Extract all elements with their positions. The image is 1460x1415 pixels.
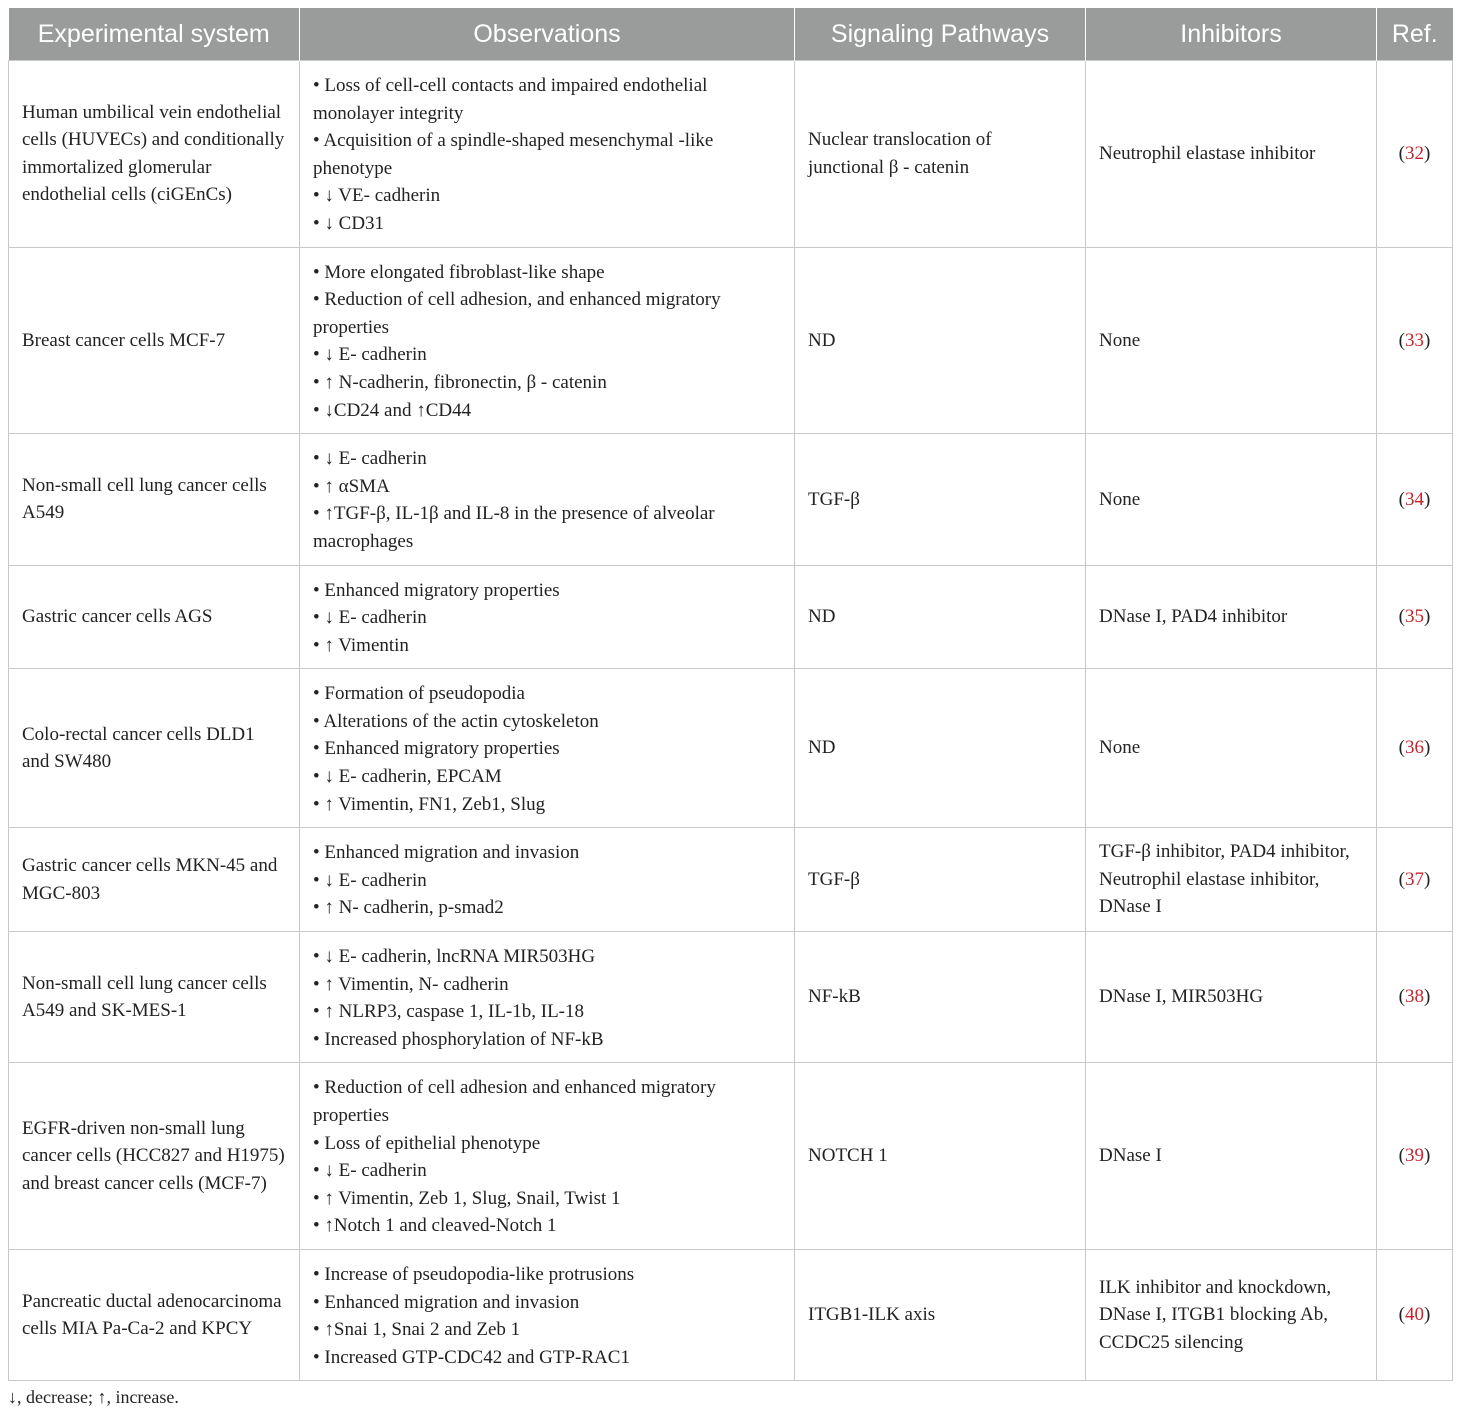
table-row bbox=[9, 247, 1453, 434]
cell-observations bbox=[300, 932, 795, 1063]
cell-ref bbox=[1377, 61, 1453, 248]
cell-experimental-system: Gastric cancer cells MKN-45 and MGC-803 bbox=[9, 828, 300, 932]
ref-close-paren: ) bbox=[1424, 1145, 1431, 1167]
observation-item: • ↑ αSMA bbox=[313, 475, 390, 497]
cell-signaling-pathways: NF-kB bbox=[795, 932, 1086, 1063]
cell-observations bbox=[300, 565, 795, 669]
cell-signaling-pathways: Nuclear translocation of junctional β - catenin bbox=[795, 61, 1086, 248]
cell-experimental-system: Human umbilical vein endothelial cells (HUVECs) and conditionally immortalized glomerular endothelial cells (ciGEnCs) bbox=[9, 61, 300, 248]
table-row bbox=[9, 565, 1453, 669]
observation-item: • Enhanced migratory properties bbox=[313, 579, 560, 601]
observation-item: • ↑ N-cadherin, fibronectin, β - catenin bbox=[313, 371, 607, 393]
cell-inhibitors: Neutrophil elastase inhibitor bbox=[1086, 61, 1377, 248]
cell-inhibitors: DNase I, PAD4 inhibitor bbox=[1086, 565, 1377, 669]
observation-item: • Enhanced migratory properties bbox=[313, 738, 560, 760]
cell-ref bbox=[1377, 932, 1453, 1063]
ref-close-paren: ) bbox=[1424, 606, 1431, 628]
observation-item: • ↑TGF-β, IL-1β and IL-8 in the presence of alveolar macrophages bbox=[313, 503, 715, 552]
cell-experimental-system: Non-small cell lung cancer cells A549 bbox=[9, 434, 300, 565]
cell-ref bbox=[1377, 828, 1453, 932]
cell-observations bbox=[300, 247, 795, 434]
cell-ref bbox=[1377, 247, 1453, 434]
cell-signaling-pathways: ITGB1-ILK axis bbox=[795, 1249, 1086, 1380]
cell-observations bbox=[300, 61, 795, 248]
observation-item: • ↑Notch 1 and cleaved-Notch 1 bbox=[313, 1215, 557, 1237]
ref-close-paren: ) bbox=[1424, 868, 1431, 890]
cell-inhibitors: DNase I bbox=[1086, 1063, 1377, 1250]
data-table bbox=[8, 8, 1453, 1381]
observation-item: • More elongated fibroblast-like shape bbox=[313, 261, 605, 283]
observation-item: • Reduction of cell adhesion and enhanced migratory properties bbox=[313, 1077, 716, 1126]
header-row bbox=[9, 8, 1453, 61]
cell-signaling-pathways: ND bbox=[795, 669, 1086, 828]
ref-close-paren: ) bbox=[1424, 488, 1431, 510]
ref-open-paren: ( bbox=[1398, 737, 1405, 759]
table-row bbox=[9, 1249, 1453, 1380]
observation-item: • Loss of epithelial phenotype bbox=[313, 1132, 541, 1154]
cell-experimental-system: EGFR-driven non-small lung cancer cells (HCC827 and H1975) and breast cancer cells (MCF-7) bbox=[9, 1063, 300, 1250]
ref-link[interactable]: 37 bbox=[1405, 868, 1424, 890]
cell-inhibitors: ILK inhibitor and knockdown, DNase I, ITGB1 blocking Ab, CCDC25 silencing bbox=[1086, 1249, 1377, 1380]
cell-signaling-pathways: TGF-β bbox=[795, 434, 1086, 565]
header-inhibitors: Inhibitors bbox=[1086, 8, 1377, 61]
ref-link[interactable]: 40 bbox=[1405, 1304, 1424, 1326]
cell-observations bbox=[300, 669, 795, 828]
cell-experimental-system: Colo-rectal cancer cells DLD1 and SW480 bbox=[9, 669, 300, 828]
cell-observations bbox=[300, 1249, 795, 1380]
cell-ref bbox=[1377, 565, 1453, 669]
cell-experimental-system: Non-small cell lung cancer cells A549 and SK-MES-1 bbox=[9, 932, 300, 1063]
ref-close-paren: ) bbox=[1424, 1304, 1431, 1326]
observation-item: • ↑ Vimentin, Zeb 1, Slug, Snail, Twist 1 bbox=[313, 1187, 621, 1209]
observation-item: • ↓ E- cadherin bbox=[313, 1160, 427, 1182]
observation-item: • Acquisition of a spindle-shaped mesenchymal -like phenotype bbox=[313, 130, 714, 179]
table-row bbox=[9, 434, 1453, 565]
cell-inhibitors: None bbox=[1086, 247, 1377, 434]
cell-ref bbox=[1377, 1063, 1453, 1250]
observation-item: • ↓ E- cadherin, EPCAM bbox=[313, 766, 502, 788]
header-ref: Ref. bbox=[1377, 8, 1453, 61]
ref-open-paren: ( bbox=[1398, 488, 1405, 510]
header-observations: Observations bbox=[300, 8, 795, 61]
ref-close-paren: ) bbox=[1424, 329, 1431, 351]
ref-open-paren: ( bbox=[1398, 1145, 1405, 1167]
ref-link[interactable]: 38 bbox=[1405, 986, 1424, 1008]
observation-item: • ↓ E- cadherin bbox=[313, 607, 427, 629]
ref-close-paren: ) bbox=[1424, 737, 1431, 759]
header-signaling-pathways: Signaling Pathways bbox=[795, 8, 1086, 61]
observation-item: • Alterations of the actin cytoskeleton bbox=[313, 710, 599, 732]
observation-item: • ↓ E- cadherin bbox=[313, 448, 427, 470]
observation-item: • Reduction of cell adhesion, and enhanced migratory properties bbox=[313, 289, 721, 338]
cell-ref bbox=[1377, 669, 1453, 828]
observation-item: • ↑ Vimentin bbox=[313, 634, 409, 656]
observation-item: • ↓ CD31 bbox=[313, 212, 385, 234]
observation-item: • ↑ NLRP3, caspase 1, IL-1b, IL-18 bbox=[313, 1001, 585, 1023]
table-row bbox=[9, 932, 1453, 1063]
table-row bbox=[9, 61, 1453, 248]
cell-experimental-system: Breast cancer cells MCF-7 bbox=[9, 247, 300, 434]
cell-signaling-pathways: ND bbox=[795, 247, 1086, 434]
table-body bbox=[9, 61, 1453, 1381]
cell-ref bbox=[1377, 434, 1453, 565]
ref-link[interactable]: 33 bbox=[1405, 329, 1424, 351]
observation-item: • ↓ E- cadherin bbox=[313, 869, 427, 891]
table-row bbox=[9, 828, 1453, 932]
cell-experimental-system: Pancreatic ductal adenocarcinoma cells MIA Pa-Ca-2 and KPCY bbox=[9, 1249, 300, 1380]
ref-link[interactable]: 34 bbox=[1405, 488, 1424, 510]
cell-signaling-pathways: ND bbox=[795, 565, 1086, 669]
ref-close-paren: ) bbox=[1424, 986, 1431, 1008]
cell-inhibitors: DNase I, MIR503HG bbox=[1086, 932, 1377, 1063]
ref-open-paren: ( bbox=[1398, 986, 1405, 1008]
cell-observations bbox=[300, 434, 795, 565]
observation-item: • Increased GTP-CDC42 and GTP-RAC1 bbox=[313, 1346, 630, 1368]
ref-close-paren: ) bbox=[1424, 142, 1431, 164]
cell-observations bbox=[300, 828, 795, 932]
observation-item: • Formation of pseudopodia bbox=[313, 683, 525, 705]
data-table-container bbox=[8, 8, 1452, 1381]
ref-open-paren: ( bbox=[1398, 606, 1405, 628]
ref-open-paren: ( bbox=[1398, 868, 1405, 890]
cell-experimental-system: Gastric cancer cells AGS bbox=[9, 565, 300, 669]
table-header bbox=[9, 8, 1453, 61]
observation-item: • Enhanced migration and invasion bbox=[313, 842, 580, 864]
cell-signaling-pathways: NOTCH 1 bbox=[795, 1063, 1086, 1250]
cell-ref bbox=[1377, 1249, 1453, 1380]
cell-observations bbox=[300, 1063, 795, 1250]
cell-inhibitors: TGF-β inhibitor, PAD4 inhibitor, Neutrophil elastase inhibitor, DNase I bbox=[1086, 828, 1377, 932]
observation-item: • ↑Snai 1, Snai 2 and Zeb 1 bbox=[313, 1319, 521, 1341]
ref-open-paren: ( bbox=[1398, 1304, 1405, 1326]
ref-open-paren: ( bbox=[1398, 329, 1405, 351]
cell-inhibitors: None bbox=[1086, 434, 1377, 565]
observation-item: • Enhanced migration and invasion bbox=[313, 1291, 580, 1313]
observation-item: • ↓ E- cadherin, lncRNA MIR503HG bbox=[313, 946, 596, 968]
cell-inhibitors: None bbox=[1086, 669, 1377, 828]
table-row bbox=[9, 1063, 1453, 1250]
observation-item: • ↓ VE- cadherin bbox=[313, 185, 441, 207]
table-row bbox=[9, 669, 1453, 828]
observation-item: • ↑ N- cadherin, p-smad2 bbox=[313, 897, 504, 919]
header-experimental-system: Experimental system bbox=[9, 8, 300, 61]
observation-item: • ↑ Vimentin, FN1, Zeb1, Slug bbox=[313, 793, 546, 815]
ref-open-paren: ( bbox=[1398, 142, 1405, 164]
observation-item: • ↓CD24 and ↑CD44 bbox=[313, 399, 472, 421]
table-footnote: ↓, decrease; ↑, increase. bbox=[8, 1387, 179, 1407]
cell-signaling-pathways: TGF-β bbox=[795, 828, 1086, 932]
observation-item: • Loss of cell-cell contacts and impaired endothelial monolayer integrity bbox=[313, 75, 708, 124]
ref-link[interactable]: 36 bbox=[1405, 737, 1424, 759]
observation-item: • ↑ Vimentin, N- cadherin bbox=[313, 973, 509, 995]
observation-item: • Increased phosphorylation of NF-kB bbox=[313, 1028, 604, 1050]
observation-item: • Increase of pseudopodia-like protrusions bbox=[313, 1263, 635, 1285]
ref-link[interactable]: 35 bbox=[1405, 606, 1424, 628]
ref-link[interactable]: 39 bbox=[1405, 1145, 1424, 1167]
ref-link[interactable]: 32 bbox=[1405, 142, 1424, 164]
observation-item: • ↓ E- cadherin bbox=[313, 344, 427, 366]
